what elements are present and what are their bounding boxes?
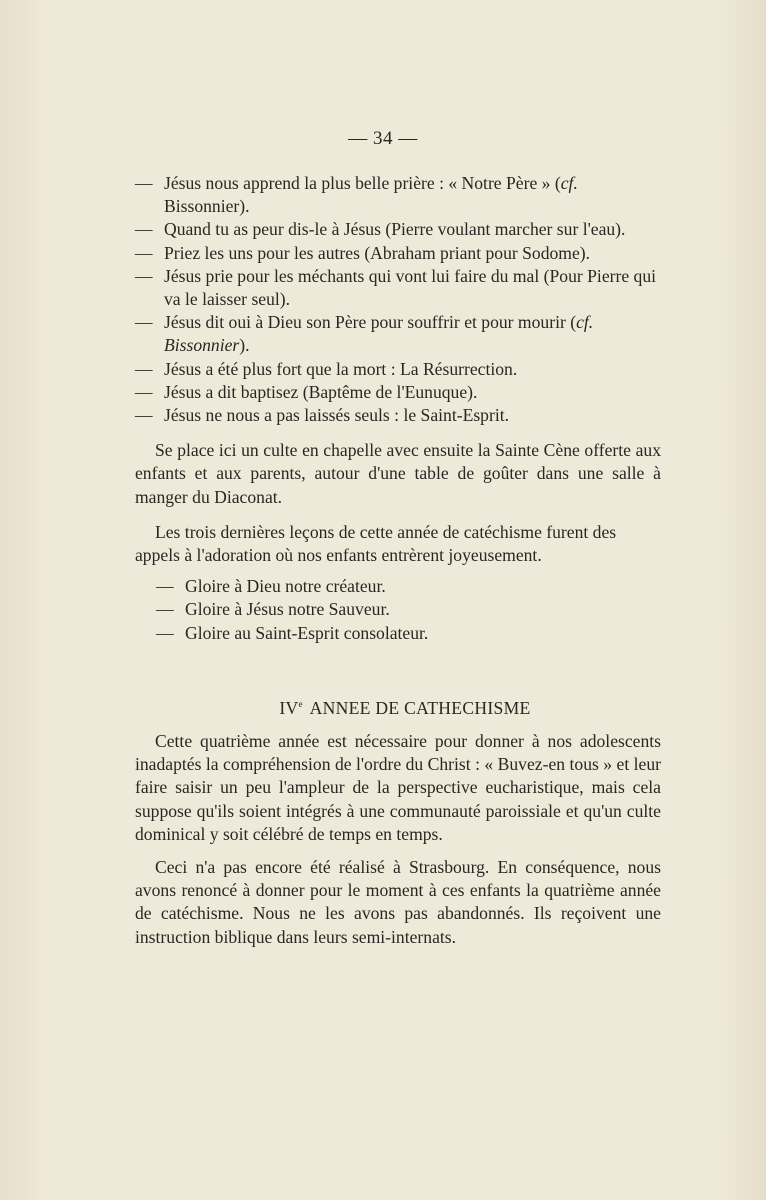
list-text: Gloire au Saint-Esprit consolateur.	[185, 622, 429, 643]
list-item	[135, 218, 661, 241]
list-item	[156, 575, 661, 598]
list-item	[135, 381, 661, 404]
list-text-post: ).	[239, 335, 250, 356]
list-text-italic: cf. Bissonnier	[164, 312, 594, 356]
list-dash: —	[135, 312, 153, 333]
list-dash: —	[135, 173, 153, 193]
list-text: Priez les uns pour les autres (Abraham priant pour Sodome).	[164, 242, 591, 263]
list-text: Quand tu as peur dis-le à Jésus (Pierre voulant marcher sur l'eau).	[164, 219, 626, 240]
paragraph: Ceci n'a pas encore été réalisé à Strasbourg. En conséquence, nous avons renoncé à donner pour le moment à ces enfants la quatrième année de catéchisme. Nous ne les avons pas abandonnés. Ils reçoivent une instruction biblique dans leurs semi-internats.	[135, 856, 661, 947]
gloria-list	[135, 575, 661, 645]
list-text-tail-post: Bissonnier).	[164, 196, 250, 217]
list-dash: —	[135, 242, 153, 263]
heading-roman: IV	[279, 697, 299, 718]
list-dash: —	[135, 265, 153, 286]
list-dash: —	[156, 599, 174, 620]
list-dash: —	[135, 358, 153, 379]
heading-text: ANNEE DE CATHECHISME	[309, 697, 531, 718]
list-text: Gloire à Jésus notre Sauveur.	[185, 599, 390, 620]
list-item	[156, 622, 661, 645]
paragraph: Se place ici un culte en chapelle avec ensuite la Sainte Cène offerte aux enfants et aux parents, autour d'une table de goûter dans une salle à manger du Diaconat.	[135, 440, 661, 507]
list-item	[135, 404, 661, 427]
list-item	[135, 242, 661, 265]
list-dash: —	[135, 219, 153, 240]
page-number: — 34 —	[348, 128, 418, 149]
list-text-tail-pre: (	[554, 173, 561, 193]
list-dash: —	[135, 405, 153, 426]
list-text: Jésus a été plus fort que la mort : La Résurrection.	[164, 358, 518, 379]
list-text: Jésus prie pour les méchants qui vont lui faire du mal (Pour Pierre qui va le laisser seul).	[164, 265, 657, 310]
list-dash: —	[156, 622, 174, 643]
list-text-pre: Jésus dit oui à Dieu son Père pour souffrir et pour mourir (	[164, 312, 577, 333]
list-item	[135, 311, 661, 357]
list-text-italic: cf.	[560, 173, 578, 193]
list-item	[156, 598, 661, 621]
list-text: Jésus a dit baptisez (Baptême de l'Eunuque).	[164, 381, 478, 402]
section-heading	[135, 693, 661, 720]
list-text: Jésus ne nous a pas laissés seuls : le Saint-Esprit.	[164, 405, 509, 426]
list-item	[135, 172, 661, 218]
heading-sup: e	[298, 698, 303, 709]
paragraph: Cette quatrième année est nécessaire pour donner à nos adolescents inadaptés la compréhension de l'ordre du Christ : « Buvez-en tous » et leur faire saisir un peu l'ampleur de la perspective eucharistique, mais cela suppose qu'ils soient intégrés à une communauté paroissiale et qu'un culte dominical y soit célébré de temps en temps.	[135, 730, 661, 844]
list-text: Gloire à Dieu notre créateur.	[185, 576, 386, 597]
list-item	[135, 265, 661, 311]
paragraph: Les trois dernières leçons de cette année de catéchisme furent des appels à l'adoration où nos enfants entrèrent joyeusement.	[135, 521, 617, 566]
list-dash: —	[135, 381, 153, 402]
list-text: Jésus nous apprend la plus belle prière : « Notre Père »	[164, 173, 551, 193]
list-dash: —	[156, 576, 174, 597]
page-body	[135, 172, 661, 949]
list-item	[135, 358, 661, 381]
